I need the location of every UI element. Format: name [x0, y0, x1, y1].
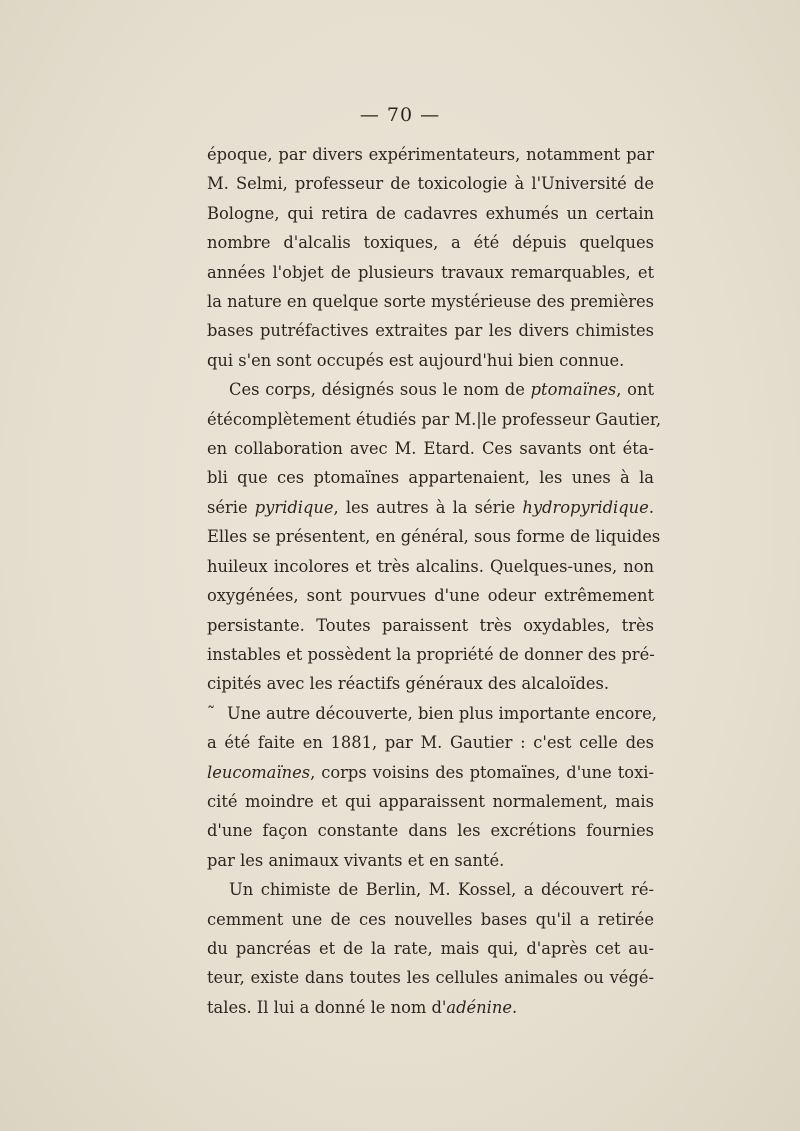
body-text: [207, 140, 661, 1022]
italic-term: ptomaïnes: [530, 380, 617, 400]
text-segment: huileux incolores et très alcalins. Quelques-unes, non: [207, 556, 654, 576]
text-segment: bases putréfactives extraites par les divers chimistes: [207, 321, 654, 341]
text-line: [207, 493, 654, 522]
text-segment: tales. Il lui a donné le nom d': [207, 997, 447, 1017]
text-segment: persistante. Toutes paraissent très oxydables, très: [207, 615, 654, 635]
text-segment: d'une façon constante dans les excrétions fournies: [207, 821, 654, 841]
text-segment: années l'objet de plusieurs travaux remarquables, et: [207, 262, 654, 282]
text-segment: instables et possèdent la propriété de donner des pré-: [207, 644, 655, 664]
text-segment: , corps voisins des ptomaïnes, d'une toxi-: [310, 762, 654, 782]
text-segment: , ont: [616, 380, 654, 400]
text-line: [207, 316, 654, 345]
text-line: [207, 463, 654, 492]
text-line: [207, 552, 654, 581]
text-segment: nombre d'alcalis toxiques, a été dépuis quelques: [207, 233, 654, 253]
text-line: [207, 140, 654, 169]
text-segment: série: [207, 497, 255, 517]
text-segment: cité moindre et qui apparaissent normalement, mais: [207, 791, 654, 811]
text-segment: a été faite en 1881, par M. Gautier : c'est celle des: [207, 733, 654, 753]
italic-term: hydropyridique: [515, 497, 649, 517]
text-segment: Bologne, qui retira de cadavres exhumés un certain: [207, 203, 654, 223]
text-line: [207, 346, 654, 375]
text-line: [207, 728, 654, 757]
text-segment: .: [512, 997, 518, 1017]
text-segment: la nature en quelque sorte mystérieuse des premières: [207, 292, 654, 312]
text-line: [207, 787, 654, 816]
text-line: [207, 993, 654, 1022]
text-segment: cemment une de ces nouvelles bases qu'il a retirée: [207, 909, 654, 929]
text-line: [207, 287, 654, 316]
text-line: [207, 169, 654, 198]
text-line: [207, 816, 654, 845]
text-segment: M. Selmi, professeur de toxicologie à l'Université de: [207, 174, 654, 194]
text-line: [207, 963, 654, 992]
text-line: [207, 875, 654, 904]
text-line: [207, 846, 654, 875]
text-line: [207, 669, 654, 698]
text-segment: .: [648, 497, 654, 517]
text-line: [207, 405, 661, 434]
text-segment: oxygénées, sont pourvues d'une odeur extrêmement: [207, 586, 654, 606]
italic-term: adénine: [446, 997, 512, 1017]
text-segment: , les autres à la série: [333, 497, 516, 517]
margin-mark: ˜: [207, 703, 216, 723]
text-segment: en collaboration avec M. Etard. Ces savants ont éta-: [207, 439, 654, 459]
italic-term: pyridique: [254, 497, 334, 517]
text-segment: Elles se présentent, en général, sous forme de liquides: [207, 527, 661, 547]
text-segment: du pancréas et de la rate, mais qui, d'après cet au-: [207, 938, 654, 958]
text-line: [207, 758, 654, 787]
text-line: [207, 934, 654, 963]
text-line: [207, 258, 654, 287]
text-line: [207, 375, 654, 404]
italic-term: leucomaïnes: [207, 762, 311, 782]
text-line: [207, 228, 654, 257]
text-line: [207, 581, 654, 610]
text-segment: cipités avec les réactifs généraux des alcaloïdes.: [207, 674, 610, 694]
paragraph: [207, 699, 657, 875]
text-segment: Un chimiste de Berlin, M. Kossel, a découvert ré-: [229, 880, 654, 900]
text-line: [207, 640, 654, 669]
text-segment: teur, existe dans toutes les cellules animales ou végé-: [207, 968, 654, 988]
text-segment: Ces corps, désignés sous le nom de: [229, 380, 531, 400]
text-line: [207, 522, 661, 551]
text-segment: par les animaux vivants et en santé.: [207, 850, 505, 870]
text-line: [207, 434, 654, 463]
text-line: [207, 199, 654, 228]
text-line: [207, 699, 657, 728]
paragraph: [207, 875, 654, 1022]
paragraph: [207, 375, 661, 698]
text-segment: Une autre découverte, bien plus importante encore,: [227, 703, 657, 723]
text-line: [207, 611, 654, 640]
text-segment: qui s'en sont occupés est aujourd'hui bien connue.: [207, 350, 625, 370]
paragraph: [207, 140, 654, 375]
text-segment: étécomplètement étudiés par M.|le professeur Gautier,: [207, 409, 661, 429]
text-segment: époque, par divers expérimentateurs, notamment par: [207, 145, 654, 164]
text-segment: bli que ces ptomaïnes appartenaient, les unes à la: [207, 468, 654, 488]
page-number: — 70 —: [359, 104, 441, 126]
text-line: [207, 905, 654, 934]
